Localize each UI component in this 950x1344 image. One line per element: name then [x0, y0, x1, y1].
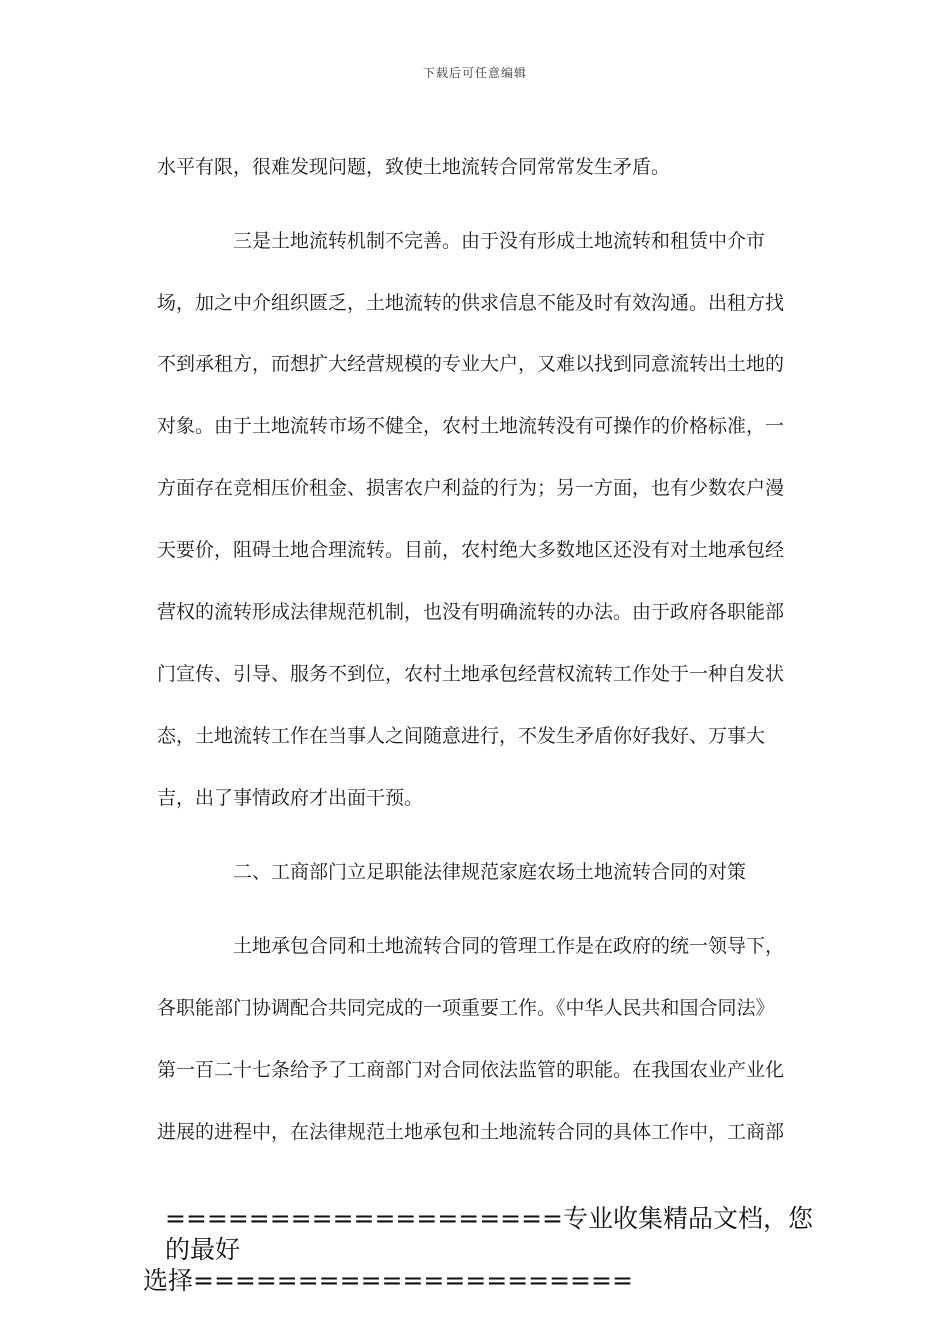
- text-line-11: 吉，出了事情政府才出面干预。: [157, 787, 424, 809]
- text-line-7: 天要价，阻碍土地合理流转。目前，农村绝大多数地区还没有对土地承包经: [157, 539, 785, 561]
- section-heading: 二、工商部门立足职能法律规范家庭农场土地流转合同的对策: [233, 861, 747, 883]
- text-line-4: 不到承租方，而想扩大经营规模的专业大户，又难以找到同意流转出土地的: [157, 353, 785, 375]
- footer-banner-line-1: ===================专业收集精品文档，您的最好: [165, 1204, 813, 1264]
- text-line-13: 土地承包合同和土地流转合同的管理工作是在政府的统一领导下，: [233, 935, 785, 957]
- text-line-5: 对象。由于土地流转市场不健全，农村土地流转没有可操作的价格标准，一: [157, 415, 785, 437]
- text-line-2: 三是土地流转机制不完善。由于没有形成土地流转和租赁中介市: [233, 230, 766, 252]
- text-line-1: 水平有限，很难发现问题，致使土地流转合同常常发生矛盾。: [157, 156, 671, 178]
- text-line-14: 各职能部门协调配合共同完成的一项重要工作。《中华人民共和国合同法》: [157, 997, 775, 1019]
- footer-banner: [143, 1203, 823, 1296]
- text-line-10: 态，土地流转工作在当事人之间随意进行，不发生矛盾你好我好、万事大: [157, 725, 766, 747]
- text-line-9: 门宣传、引导、服务不到位，农村土地承包经营权流转工作处于一种自发状: [157, 663, 785, 685]
- footer-banner-line-2: 选择=====================: [143, 1266, 633, 1295]
- text-line-3: 场，加之中介组织匮乏，土地流转的供求信息不能及时有效沟通。出租方找: [157, 292, 785, 314]
- header-note: 下载后可任意编辑: [422, 66, 527, 80]
- text-line-15: 第一百二十七条给予了工商部门对合同依法监管的职能。在我国农业产业化: [157, 1059, 785, 1081]
- text-line-6: 方面存在竞相压价租金、损害农户利益的行为；另一方面，也有少数农户漫: [157, 477, 785, 499]
- text-line-16: 进展的进程中，在法律规范土地承包和土地流转合同的具体工作中，工商部: [157, 1121, 785, 1143]
- text-line-8: 营权的流转形成法律规范机制，也没有明确流转的办法。由于政府各职能部: [157, 601, 785, 623]
